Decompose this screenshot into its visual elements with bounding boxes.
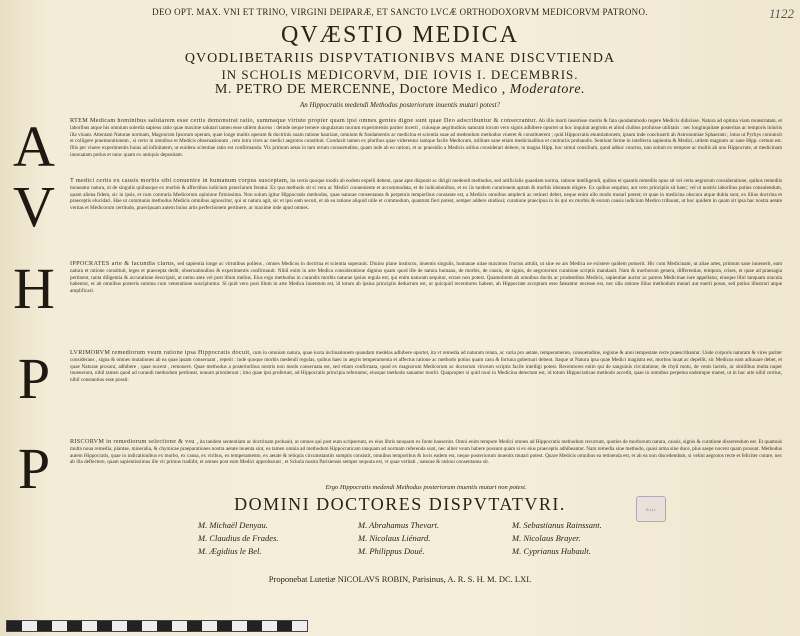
dedication-line: DEO OPT. MAX. VNI ET TRINO, VIRGINI DEIPARÆ, ET SANCTO LVCÆ ORTHODOXORVM MEDICORVM PATRONO. (152, 7, 648, 17)
initial-letter-3: H (13, 256, 55, 321)
doctor-name: M. Cyprianus Hubault. (512, 546, 591, 556)
paragraph-1-lead: RTEM Medicam hominibus salutarem esse certis demonstrat ratio, summaque virtute propter quam ipsi omnes gentes digne sunt quae Deo adscribuntur & consecrantur. (70, 118, 538, 124)
page-number: 1122 (768, 6, 794, 21)
document-title: QVÆSTIO MEDICA (281, 22, 519, 48)
library-stamp (636, 496, 666, 522)
scale-ruler (6, 620, 308, 632)
doctors-list (0, 520, 800, 570)
paragraph-2-lead: T medici certis ex causis morbis sibi conuenire in humanum corpus susceptam, (70, 178, 289, 184)
subtitle-line-2: IN SCHOLIS MEDICORVM, DIE IOVIS I. DECEMBRIS. (221, 67, 579, 82)
paragraph-5 (70, 439, 782, 483)
paragraph-5-body: ita tandem sententiam ac doctrinam probauit, ut omnes qui post eum scripserunt, ex eius libris tanquam ex fonte hauserint. Omni enim tempore Medici omnes ad Hippocratis methodum recurrunt, quoties de morborum natura, causis, signis & curatione disserendum est. Et quamuis multa noua remedia, plantae, mineralia, & chymicae praeparationes nostra aetate inuenta sint, ea tamen omnia ad methodum Hippocraticam tanquam ad normam referenda sunt, nec aliter vsum habere possunt quam si ex eius praeceptis adhibeantur. Nam remedia sine methodo, quasi arma sine duce, plus saepe nocent quam prosunt. Methodus autem Hippocratis, quae in indicationibus ex morbo, ex causa, ex viribus, ex temperamento, ex aetate & reliquis circumstantiis sumptis consistit, omnibus temporibus & locis eadem est, neque posteriorum inuentis mutari potest. Quare Medicis omnibus ea retinenda est, et ab ea non discedendum, si velint aegrotos recte et feliciter curare, nec ab illa deflectere, quam sapientissimus ille vir primus tradidit, et omnes post eum Medici approbarunt , et Schola nostra Parisiensis semper sequuta est, vt quae veritati , naturae & rationi consentanea sit. (70, 439, 782, 466)
paragraph-3 (70, 261, 782, 347)
doctor-name: M. Philippus Doué. (358, 546, 425, 556)
presider-line (0, 82, 800, 98)
paragraph-3-lead: IPPOCRATES arte & facundia clarus, (70, 261, 176, 267)
question-line: An Hippocratis medendi Methodus posteriorum inuentis mutari potest? (299, 101, 501, 109)
subtitle-line-1: QVODLIBETARIIS DISPVTATIONIBVS MANE DISCVTIENDA (184, 51, 616, 66)
paragraph-4 (70, 350, 782, 436)
doctor-name: M. Claudius de Frades. (198, 533, 279, 543)
paragraph-1-body: Ab illis morti insertisse mortis & fata quodammodo regere Medicis didicisse. Natura ad optima viam monstratam, et laboribus atque his omnium solertia sapiens ratio quae maxime salutari tamen esse utilem ducens : deinde neque temere singularum morum experimentis pariter incerti , cuiusque aegritudinis naturam locum vero signis adhibere oportet ut hoc inquirat aegrotis et aliud ciuibus profuisse utilitatis : nec longinquitate posteritas ac temporis iniuriis illa viuant. Attentam Naturae normam, Magnorum Ipsorum operam, quae longe multis operam & doctrinis suam ratione hauriant, omnium & fundamentis ac medicina et scientia suae ad medendum methodus viueret & constituerent ; quid Hippocratis enuntiationem, ipsum inde concluserit ab Astronomiae Sphaeram ; intus ut Pyrhys coniunxit et colligere praemonitionem , si certo in omnibus et Medicis obseruationum , rem intra vires ac medici aegrotos constituit. Conduxit tamen ex pluribus quae viderentur iamque facile Mediorum, utilitate sane etiam medicinalibus et contrariis probandis. Sentiunt ferme in intellectu sapientia & Medici, utilem magnum ac sane Hipp. certum est. Illis per viuere experimentis huius ad infinitatem, ut euidens scientiae ratio est confirmanda. Vix primum aetas in tam rerum consuetudine, quam inde ab eo rationi, et ac praesidio a Medicis utilius considerari debere, in magna Hipp. hoc simul consilium, quod adhuc cunctos, non solum ex tempore ac multis ab uno Hippocrate, ut medicinam innouatam potius et nunc quam ex antiquis depositam. (70, 118, 782, 158)
doctor-name: M. Nicolaus Liénard. (358, 533, 431, 543)
conclusion-line: Ergo Hippocratis medendi Methodus posteriorum inuentis mutari non potest. (325, 484, 527, 491)
initial-letter-5: P (17, 436, 51, 501)
stamp-text: B.I.U. (645, 506, 656, 512)
doctor-name: M. Sebastianus Rainssant. (512, 520, 602, 530)
paragraph-2-body: ita certis quoque modis ab eodem expelli debent, quae apte disponit ac dirigit medendi methodus, sed artificialis quaedam norma, ratione intelligendi, quibus et quantis remediis opus sit vel certa aegrorum consideratione, quibus remediis moueatur natura, ut de singulis quibusque ex morbis & affectibus iudicium praeclarum feratur. Ex qua methodo sit si vera ac Medici conueniente et accommodata, et de indicationibus, et ex iis tandem curationem aptam & morbis idoneam eligere. Ex quibus sequitur, aut vero principiis sit haec; vel ut nostris laboribus potius consulendum, quam aliena fidem, sic in ipsis, et cum contraria Medicorum opinione firmissima. Non solum igitur Hippocratis methodus, quae naturae consentanea & perpetuis temporibus constante est, a Medicis omnibus amplecti ac retineri debet, neque enim ullo modo mutari potest; et quae in medicina obscura atque dubia sunt, ex illius doctrina et praeceptis elucidari. Hae ut communis methodus Medicis omnibus agnoscitur, qui ut natura agit, sic et ipsi eam secuti, et ab ea ratione aliquid utile et commodum, quantum fieri potest, semper addere studiosi; curatione praecipua in iis qui ex morbis & eorum causis iudicium Medico tribuunt, ut hoc quidem in quam sit ipsa hac nostra aetate veritas et Medicorum certitudo, praecipuam autem huius artis perfectionem pertinere, ac maxime inde apud omnes. (70, 178, 782, 212)
paragraph-1 (70, 118, 782, 174)
paragraph-2 (70, 178, 782, 258)
initial-letter-4: P (17, 346, 51, 411)
initial-letter-2: V (13, 174, 55, 239)
doctor-name: M. Abrahamus Thevart. (358, 520, 440, 530)
doctor-name: M. Ægidius le Bel. (198, 546, 262, 556)
presider-role: Moderatore. (509, 82, 586, 97)
doctores-title: DOMINI DOCTORES DISPVTATVRI. (234, 494, 566, 514)
initial-letter-1: A (13, 114, 55, 179)
doctor-name: M. Michaël Denyau. (198, 520, 268, 530)
imprint-footer: Proponebat Lutetiæ NICOLAVS ROBIN, Parisinus, A. R. S. H. M. DC. LXI. (268, 574, 532, 584)
doctor-name: M. Nicolaus Brayer. (512, 533, 581, 543)
paragraph-3-body: sed sapientia longe ac virtutibus pollens , omnes Medicos in doctrina et scientia superauit. Diuino plane instinctu, inuentis singulis, humanae uitae maximos fructus attulit, ut sine eo ars Medica ne existere quidem potuerit. Hic cum Medicinam, ut aliae artes, primum sane inuenerit, eam natura et ratione constituit, leges et praecepta dedit, obseruationibus & experimentis confirmauit. Nihil enim in arte Medica consideratione dignius quam quod ille de natura humana, de morbis, de causis, de signis, de aegrotorum curatione scriptis mandauit. Nam & morborum genera, differentias, tempora, crises, et quae ad praesagia pertinent, tanta diligentia & accuratione descripsit, ut nemo ante vel post illum melius. Eius ergo methodus in curandis morbis naturae ipsius regula est; qui enim naturam sequitur, errare non potest. Quamobrem ab omnibus doctis ac prudentibus Medicis, sapientiae auctor ac parens Medicinae iure appellatur, eiusque libri tanquam oracula habentur, et ab omnibus posteris summa cum veneratione suscipiuntur. Si quid vero post illum in arte Medica inuentum est, id totum ab ipsius principiis deductum est, ut quicquid recentiores habent, ab Hippocrate acceptum esse fateantur necesse est, nec ulla ratione illius methodum mutari aut euerti posse, sed potius illustrari atque amplificari. (70, 261, 782, 295)
paragraph-5-lead: RISCORVM in remediorum selectione & vsu , (70, 439, 199, 445)
presider-name: M. PETRO DE MERCENNE, Doctore Medico , (214, 82, 506, 97)
paragraph-4-lead: LVRIMORVM remediorum vsum ratione ipsa Hippocratis docuit, (70, 350, 252, 356)
paragraph-4-body: cum in omnium natura, quae iuxta inclinationem quandam medelas adhibere oportet, ita vt remedia ad naturam relata, ac varia pro aetate, temperamento, consuetudine, regione & anni tempestate recte praescribantur. Unde corporis naturam & vires pariter considerans , signa & omnes mutationes ab ea quae ipsam conseruant , repetit : inde quoque morbis medendi regulas, quibus haec in aegris temperamenta et affectus ratione ac methodo potius quam casu & fortuna gubernari debent. Itaque ut Natura ipsa quae Medici magistra est, morbos iuuat ac depellit, sic Medicus eam adiuuare debet, et quae Naturae prosunt, adhibere , quae nocent , remouere. Quae methodus a posterioribus nostris non modo conseruata est, sed etiam confirmata, quod ex magnorum Medicorum ac doctorum virorum scriptis facile intelligi potest. Recentiores enim qui de sanguinis circulatione, de chyli motu, de venis lacteis, ac similibus multa nuper inuenerunt, nihil tamen quod ad curandi methodum pertineat, nouum protulerunt ; imo quae ipsi proferunt, ad Hippocratis principia referuntur, eiusque methodo sanantur morbi. Quapropter si quid noui in Medicina detectum est, id totum Hippocraticae methodo accedit, quae in omnibus perpetua eademque manet, ut in hac arte nihil certius, nihil constantius esse possit. (70, 350, 782, 384)
